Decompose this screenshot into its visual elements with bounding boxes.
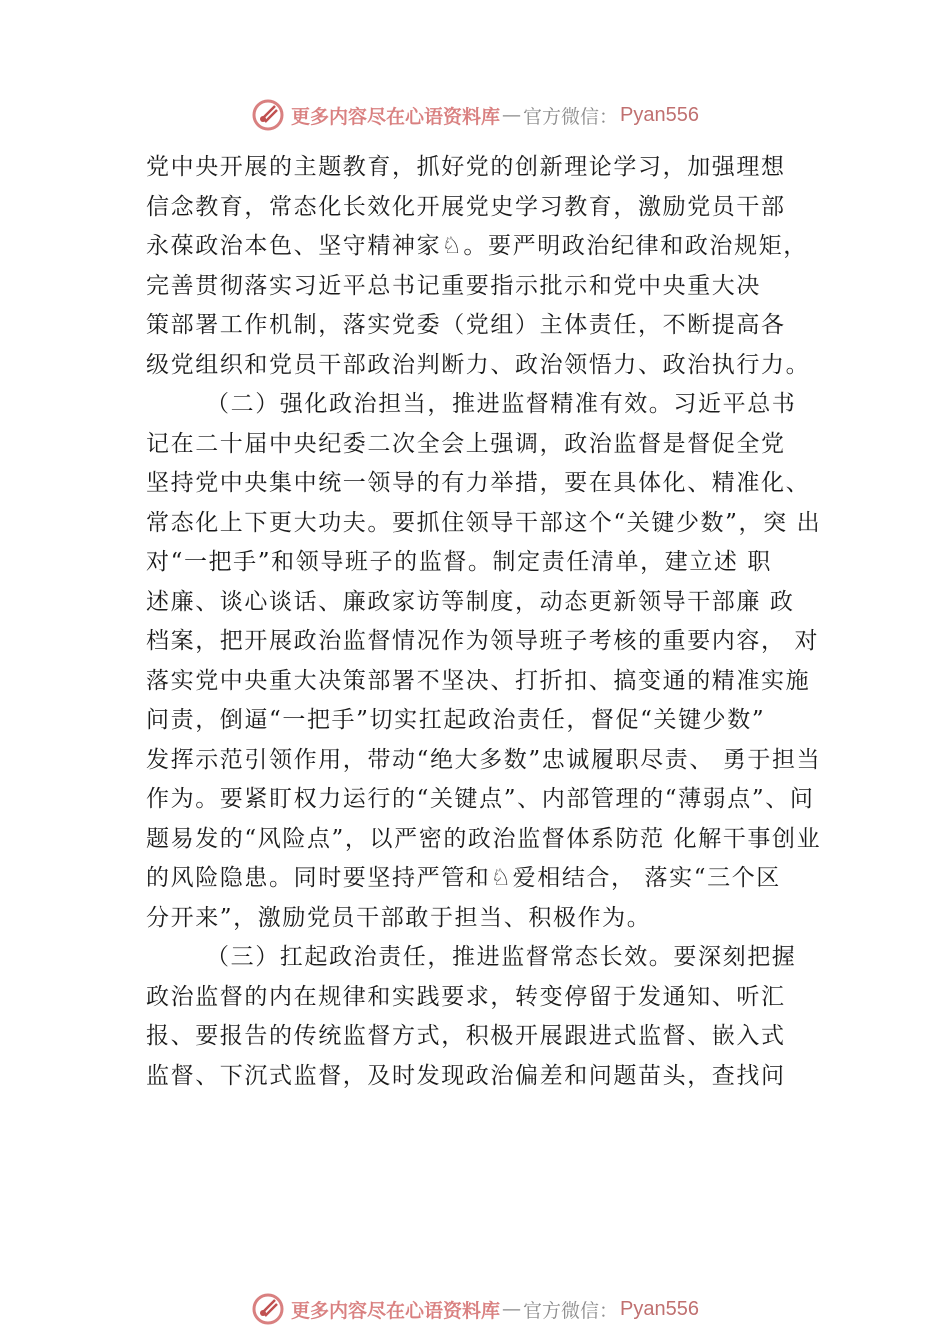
- watermark-dash: —: [502, 104, 522, 126]
- text-line: 级党组织和党员干部政治判断力、政治领悟力、政治执行力。: [146, 351, 811, 378]
- brand-logo-icon: [251, 1292, 285, 1326]
- text-line: 监督、下沉式监督，及时发现政治偏差和问题苗头，查找问: [146, 1062, 786, 1089]
- watermark-wechat-label: 官方微信：: [523, 105, 619, 128]
- watermark-brand: 更多内容尽在心语资料库: [291, 105, 501, 128]
- text-line: 党中央开展的主题教育，抓好党的创新理论学习，加强理想: [146, 154, 786, 180]
- text-line: 发挥示范引领作用，带动“绝大多数”忠诚履职尽责、 勇于担当: [146, 746, 822, 773]
- text-line: 落实党中央重大决策部署不坚决、打折扣、搞变通的精准实施: [146, 667, 811, 694]
- footer-watermark: [0, 1289, 950, 1329]
- watermark-wechat-label: 官方微信：: [523, 1299, 619, 1322]
- text-line: 档案，把开展政治监督情况作为领导班子考核的重要内容， 对: [146, 628, 820, 654]
- text-line: 记在二十届中央纪委二次全会上强调，政治监督是督促全党: [146, 430, 786, 457]
- text-line: 分开来”，激励党员干部敢于担当、积极作为。: [146, 904, 652, 931]
- brand-logo-icon: [251, 98, 285, 132]
- text-line: 永葆政治本色、坚守精神家♘。要严明政治纪律和政治规矩，: [146, 233, 808, 259]
- text-line: 对“一把手”和领导班子的监督。制定责任清单，建立述 职: [146, 549, 773, 575]
- text-line: 政治监督的内在规律和实践要求，转变停留于发通知、听汇: [146, 983, 786, 1010]
- text-line: 策部署工作机制，落实党委（党组）主体责任，不断提高各: [146, 312, 786, 338]
- header-watermark: [0, 95, 950, 135]
- watermark-brand: 更多内容尽在心语资料库: [291, 1299, 501, 1322]
- text-line: 报、要报告的传统监督方式，积极开展跟进式监督、嵌入式: [146, 1023, 786, 1049]
- watermark-wechat-id: Pyan556: [620, 103, 699, 126]
- text-line: 完善贯彻落实习近平总书记重要指示批示和党中央重大决: [146, 272, 761, 299]
- text-line: 信念教育，常态化长效化开展党史学习教育，激励党员干部: [146, 193, 786, 220]
- text-line: 常态化上下更大功夫。要抓住领导干部这个“关键少数”，突 出: [146, 509, 822, 536]
- section-heading-line: （二）强化政治担当，推进监督精准有效。习近平总书: [206, 391, 797, 417]
- document-body: [146, 148, 836, 1096]
- text-line: 题易发的“风险点”，以严密的政治监督体系防范 化解干事创业: [146, 825, 822, 852]
- watermark-wechat-id: Pyan556: [620, 1297, 699, 1320]
- text-line: 述廉、谈心谈话、廉政家访等制度，动态更新领导干部廉 政: [146, 588, 795, 615]
- text-line: 作为。要紧盯权力运行的“关键点”、内部管理的“薄弱点”、问: [146, 786, 815, 812]
- text-line: 坚持党中央集中统一领导的有力举措，要在具体化、精准化、: [146, 470, 811, 496]
- section-heading-line: （三）扛起政治责任，推进监督常态长效。要深刻把握: [206, 944, 797, 970]
- watermark-dash: —: [502, 1298, 522, 1320]
- text-line: 的风险隐患。同时要坚持严管和♘爱相结合， 落实“三个区: [146, 865, 781, 891]
- text-line: 问责，倒逼“一把手”切实扛起政治责任，督促“关键少数”: [146, 707, 766, 733]
